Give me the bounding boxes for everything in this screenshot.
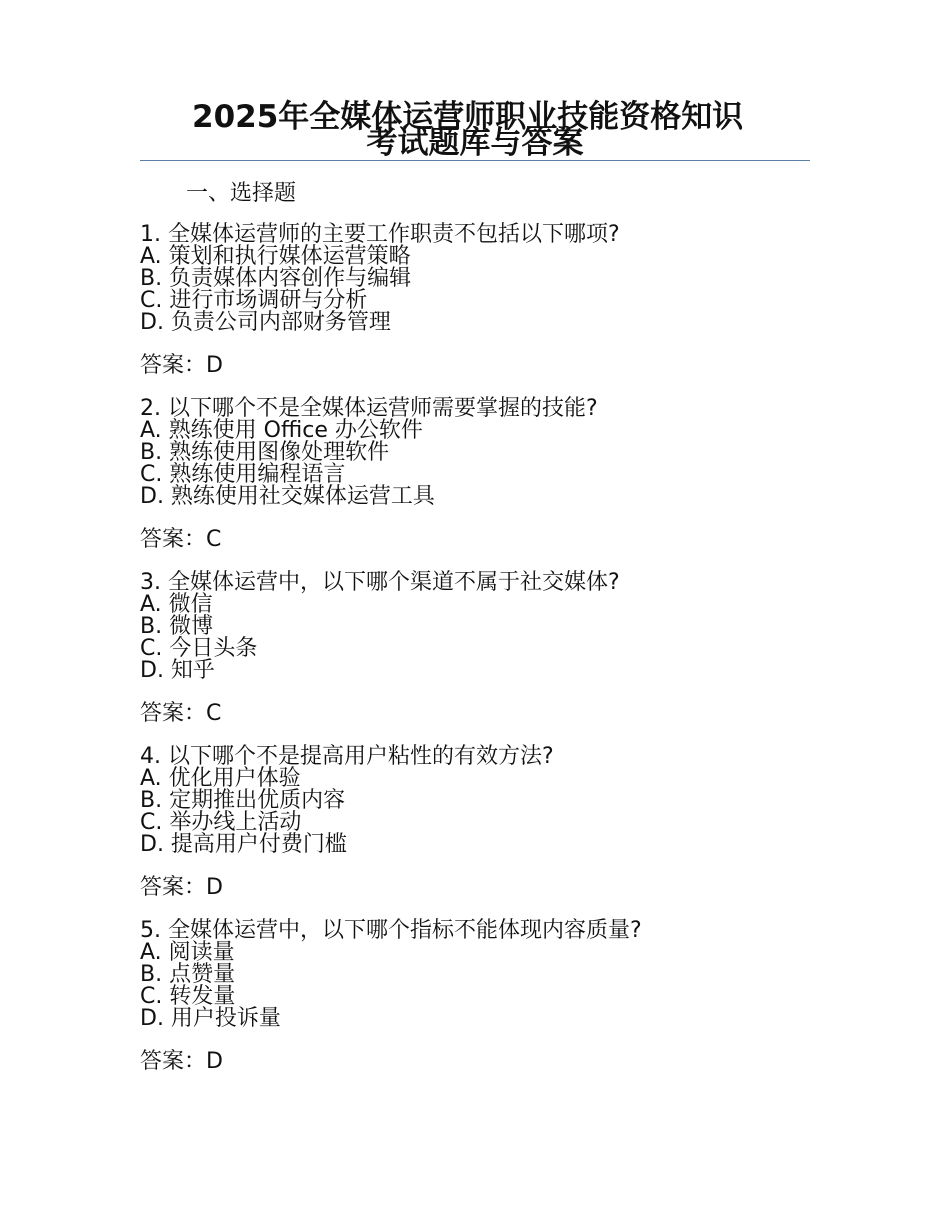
question-stem: 5. 全媒体运营中，以下哪个指标不能体现内容质量? (140, 918, 642, 943)
section-heading: 一、选择题 (186, 181, 297, 206)
document-title (140, 99, 810, 161)
question-1 (140, 224, 820, 380)
answer: 答案：D (140, 1049, 223, 1074)
question-stem: 2. 以下哪个不是全媒体运营师需要掌握的技能? (140, 396, 598, 421)
question-3 (140, 572, 820, 728)
answer: 答案：D (140, 353, 223, 378)
option-d: D. 用户投诉量 (140, 1006, 281, 1031)
question-stem: 1. 全媒体运营师的主要工作职责不包括以下哪项? (140, 222, 620, 247)
option-b: B. 点赞量 (140, 962, 236, 987)
option-b: B. 定期推出优质内容 (140, 788, 346, 813)
option-d: D. 知乎 (140, 658, 215, 683)
option-c: C. 熟练使用编程语言 (140, 462, 346, 487)
question-5 (140, 920, 820, 1076)
answer: 答案：C (140, 701, 222, 726)
option-a: A. 策划和执行媒体运营策略 (140, 244, 411, 269)
question-2 (140, 398, 820, 554)
answer: 答案：D (140, 875, 223, 900)
question-stem: 3. 全媒体运营中，以下哪个渠道不属于社交媒体? (140, 570, 620, 595)
option-a: A. 阅读量 (140, 940, 235, 965)
option-d: D. 提高用户付费门槛 (140, 832, 347, 857)
option-b: B. 微博 (140, 614, 214, 639)
option-a: A. 优化用户体验 (140, 766, 301, 791)
title-line-1: 2025年全媒体运营师职业技能资格知识 (192, 99, 744, 135)
option-c: C. 进行市场调研与分析 (140, 288, 368, 313)
option-c: C. 转发量 (140, 984, 236, 1009)
question-list (140, 224, 820, 1094)
option-a: A. 微信 (140, 592, 213, 617)
option-a: A. 熟练使用 Office 办公软件 (140, 418, 423, 443)
question-stem: 4. 以下哪个不是提高用户粘性的有效方法? (140, 744, 554, 769)
title-line-2: 考试题库与答案 (366, 125, 584, 161)
question-4 (140, 746, 820, 902)
option-b: B. 负责媒体内容创作与编辑 (140, 266, 412, 291)
option-d: D. 熟练使用社交媒体运营工具 (140, 484, 435, 509)
title-divider (140, 160, 810, 161)
option-c: C. 今日头条 (140, 636, 258, 661)
option-b: B. 熟练使用图像处理软件 (140, 440, 390, 465)
option-d: D. 负责公司内部财务管理 (140, 310, 391, 335)
option-c: C. 举办线上活动 (140, 810, 302, 835)
answer: 答案：C (140, 527, 222, 552)
